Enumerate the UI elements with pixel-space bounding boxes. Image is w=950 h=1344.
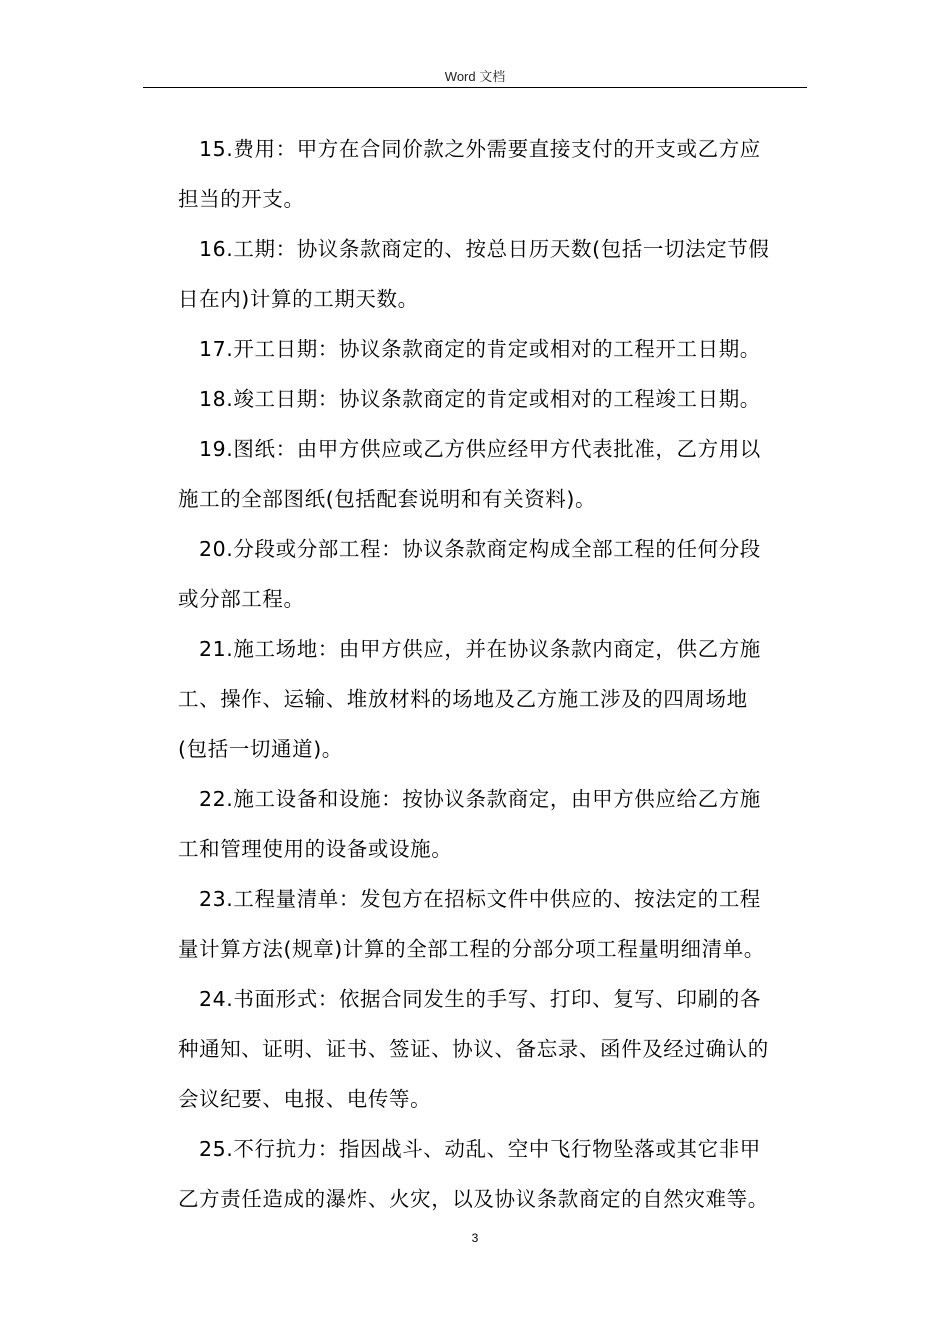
clause-line: 20.分段或分部工程：协议条款商定构成全部工程的任何分段 <box>199 537 761 561</box>
clause-line: (包括一切通道)。 <box>178 737 343 761</box>
clause-line: 种通知、证明、证书、签证、协议、备忘录、函件及经过确认的 <box>178 1037 769 1061</box>
clause-paragraph <box>178 424 806 524</box>
clause-line: 22.施工设备和设施：按协议条款商定，由甲方供应给乙方施 <box>199 787 761 811</box>
clause-line: 23.工程量清单：发包方在招标文件中供应的、按法定的工程 <box>199 887 761 911</box>
clause-line: 乙方责任造成的瀑炸、火灾，以及协议条款商定的自然灾难等。 <box>178 1187 769 1211</box>
page-header: Word 文档 <box>444 69 506 84</box>
clause-paragraph <box>178 774 806 874</box>
page-number: 3 <box>471 1231 479 1245</box>
clause-paragraph <box>178 974 806 1124</box>
clause-line: 18.竣工日期：协议条款商定的肯定或相对的工程竣工日期。 <box>199 387 761 411</box>
clause-line: 担当的开支。 <box>178 187 305 211</box>
clause-line: 19.图纸：由甲方供应或乙方供应经甲方代表批准，乙方用以 <box>199 437 761 461</box>
clause-paragraph <box>178 524 806 624</box>
clause-paragraph <box>178 624 806 774</box>
clause-line: 17.开工日期：协议条款商定的肯定或相对的工程开工日期。 <box>199 337 761 361</box>
clause-line: 量计算方法(规章)计算的全部工程的分部分项工程量明细清单。 <box>178 937 765 961</box>
clause-line: 15.费用：甲方在合同价款之外需要直接支付的开支或乙方应 <box>199 137 761 161</box>
header-divider <box>143 87 807 88</box>
clause-line: 25.不行抗力：指因战斗、动乱、空中飞行物坠落或其它非甲 <box>199 1137 761 1161</box>
clause-paragraph <box>178 224 806 324</box>
clause-paragraph <box>178 374 806 424</box>
clause-paragraph <box>178 324 806 374</box>
clause-line: 工、操作、运输、堆放材料的场地及乙方施工涉及的四周场地 <box>178 687 748 711</box>
clause-line: 24.书面形式：依据合同发生的手写、打印、复写、印刷的各 <box>199 987 761 1011</box>
clause-paragraph <box>178 874 806 974</box>
clause-paragraph <box>178 1124 806 1224</box>
clause-line: 工和管理使用的设备或设施。 <box>178 837 453 861</box>
document-body <box>178 124 806 1224</box>
clause-line: 日在内)计算的工期天数。 <box>178 287 419 311</box>
clause-line: 施工的全部图纸(包括配套说明和有关资料)。 <box>178 487 597 511</box>
clause-paragraph <box>178 124 806 224</box>
clause-line: 或分部工程。 <box>178 587 305 611</box>
clause-line: 会议纪要、电报、电传等。 <box>178 1087 432 1111</box>
clause-line: 16.工期：协议条款商定的、按总日历天数(包括一切法定节假 <box>199 237 770 261</box>
clause-line: 21.施工场地：由甲方供应，并在协议条款内商定，供乙方施 <box>199 637 761 661</box>
